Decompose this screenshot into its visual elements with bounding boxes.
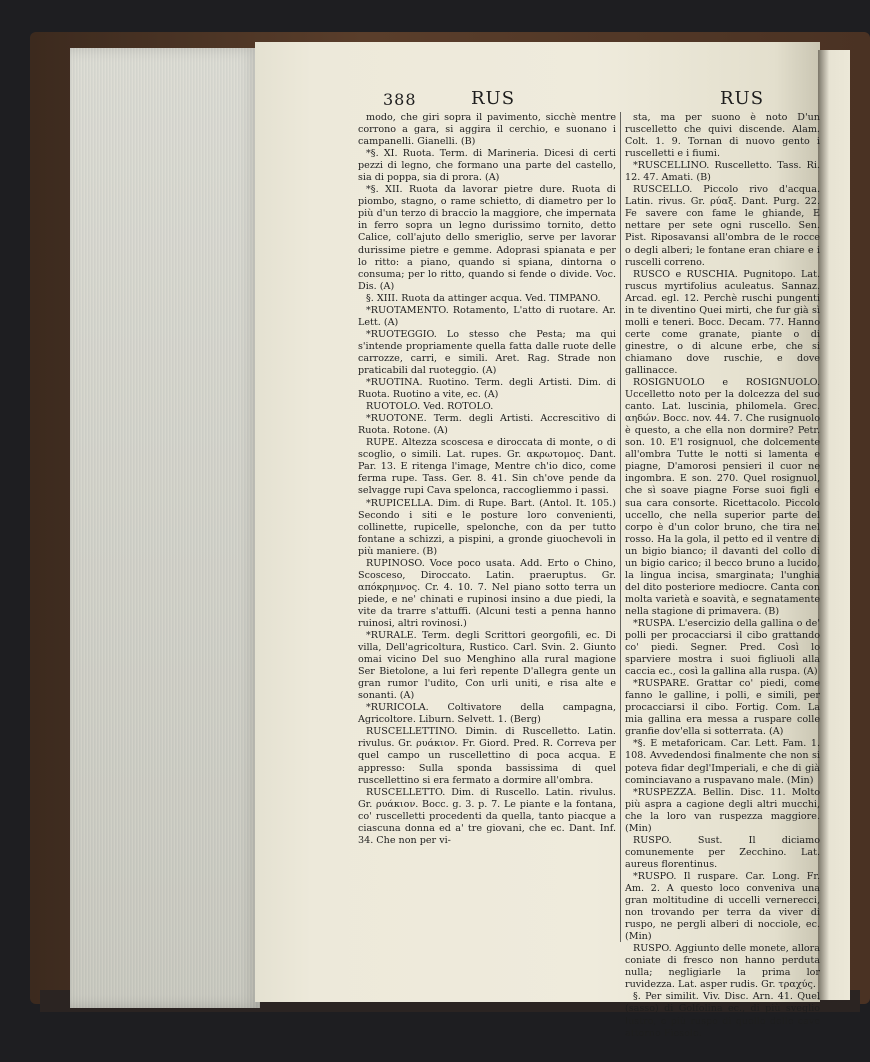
dictionary-entry: *RUOTONE. Term. degli Artisti. Accrescitivo di Ruota. Rotone. (A) xyxy=(358,413,616,437)
dictionary-column-left xyxy=(358,112,616,927)
dictionary-entry: *RUOTINA. Ruotino. Term. degli Artisti. Dim. di Ruota. Ruotino a vite, ec. (A) xyxy=(358,377,616,401)
dictionary-entry: *§. XII. Ruota da lavorar pietre dure. Ruota di piombo, stagno, o rame schietto, di diametro per lo più d'un terzo di braccio la maggiore, che impernata in ferro sopra un legno durissimo tornito, detto Calice, coll'ajuto dello smeriglio, serve per lavorar durissime pietre e gemme. Adoprasi spianata e per lo ritto: a piano, quando si spiana, dintorna o consuma; per lo ritto, quando si fende o divide. Voc. Dis. (A) xyxy=(358,184,616,292)
dictionary-entry: RUSCELLO. Piccolo rivo d'acqua. Latin. rivus. Gr. ρύαξ. Dant. Purg. 22. Fe savere con fame le ghiande, E nettare per sete ogni ruscello. Sen. Pist. Riposavansi all'ombra de le rocce o degli alberi; le fontane eran chiare e i ruscelli correno. xyxy=(625,184,820,268)
dictionary-entry: RUOTOLO. Ved. ROTOLO. xyxy=(366,401,494,413)
dictionary-entry: *RUSCELLINO. Ruscelletto. Tass. Ri. 12. 47. Amati. (B) xyxy=(625,160,820,184)
dictionary-entry: RUSPO. Sust. Il diciamo comunemente per Zecchino. Lat. aureus florentinus. xyxy=(625,834,820,870)
dictionary-entry: modo, che giri sopra il pavimento, sicchè mentre corrono a gara, si aggira il cerchio, e suonano i campanelli. Gianelli. (B) xyxy=(358,112,616,148)
dictionary-entry: RUPINOSO. Voce poco usata. Add. Erto o Chino, Scosceso, Diroccato. Latin. praeruptus. Gr. απόκρημνος. Cr. 4. 10. 7. Nel piano sotto terra un piede, e ne' chinati e rupinosi insino a due piedi, la vite da trarre s'attuffi. (Alcuni testi a penna hanno ruinosi, altri rovinosi.) xyxy=(358,557,616,629)
running-head-left: RUS xyxy=(471,88,516,109)
dictionary-entry: *RUSPARE. Grattar co' piedi, come fanno le galline, i polli, e simili, per procacciarsi il cibo. Fortig. Com. La mia gallina era messa a ruspare colle granfie dov'ella si sotterrata. (A) xyxy=(625,678,820,738)
dictionary-entry: RUPE. Altezza scoscesa e diroccata di monte, o di scoglio, o simili. Lat. rupes. Gr. ακρωτομος. Dant. Par. 13. E ritenga l'image, Mentre ch'io dico, come ferma rupe. Tass. Ger. 8. 41. Sin ch'ove pende da selvagge rupi Cava spelonca, raccogliemmo i passi. xyxy=(358,437,616,497)
dictionary-entry: *RUPICELLA. Dim. di Rupe. Bart. (Antol. It. 105.) Secondo i siti e le posture loro convenienti, collinette, rupicelle, spelonche, con da per tutto fontane a schizzi, a pispini, a gronde giuochevoli in più maniere. (B) xyxy=(358,497,616,557)
page-number: 388 xyxy=(383,90,417,109)
dictionary-entry: RUSCO e RUSCHIA. Pugnitopo. Lat. ruscus myrtifolius aculeatus. Sannaz. Arcad. egl. 12. Perchè ruschi pungenti in te diventino Quei mirti, che fur già sì molli e teneri. Bocc. Decam. 77. Hanno certe come granate, piante o di ginestre, o di alcune erbe, che si chiamano dove ruschie, e dove gallinacce. xyxy=(625,268,820,376)
dictionary-entry: *§. XI. Ruota. Term. di Marineria. Dicesi di certi pezzi di legno, che formano una parte del castello, sia di poppa, sia di prora. (A) xyxy=(358,148,616,184)
dictionary-entry: §. Per similit. Viv. Disc. Arn. 41. Quel (sasso) di Golfolina ec., di più sveglio lustro, e più ruspo di quello delle cave attorno Fiesole. xyxy=(625,991,820,1039)
dictionary-column-right xyxy=(625,112,820,1039)
page-block-edges xyxy=(70,48,260,1008)
dictionary-entry: *RUSPO. Il ruspare. Car. Long. Fr. Am. 2. A questo loco conveniva una gran moltitudine di uccelli vernerecci, non trovando per terra da viver di ruspo, ne pergli alberi di nocciole, ec. (Min) xyxy=(625,870,820,943)
column-divider xyxy=(620,112,621,942)
dictionary-entry: *RUOTAMENTO. Rotamento, L'atto di ruotare. Ar. Lett. (A) xyxy=(358,304,616,328)
dictionary-entry: *RUOTEGGIO. Lo stesso che Pesta; ma qui s'intende propriamente quella fatta dalle ruote delle carrozze, carri, e simili. Aret. Rag. Strade non praticabili dal ruoteggio. (A) xyxy=(358,328,616,376)
dictionary-entry: *§. E metaforicam. Car. Lett. Fam. 1. 108. Avvedendosi finalmente che non si poteva fidar degl'Imperiali, e che di già cominciavano a ruspavano male. (Min) xyxy=(625,738,820,786)
dictionary-entry: *RUSPA. L'esercizio della gallina o de' polli per procacciarsi il cibo grattando co' piedi. Segner. Pred. Così lo sparviere mostra i suoi figliuoli alla caccia ec., così la gallina alla ruspa. (A) xyxy=(625,617,820,678)
dictionary-entry: RUSCELLETTO. Dim. di Ruscello. Latin. rivulus. Gr. ρυάκιον. Bocc. g. 3. p. 7. Le piante e la fontana, co' ruscelletti procedenti da quella, tanto piacque a ciascuna donna ed a' tre giovani, che ec. Dant. Inf. 34. Che non per vi- xyxy=(358,786,616,846)
running-head-right: RUS xyxy=(720,88,765,109)
dictionary-entry: RUSCELLETTINO. Dimin. di Ruscelletto. Latin. rivulus. Gr. ρυάκιον. Fr. Giord. Pred. R. Correva per quel campo un ruscellettino di poca acqua. E appresso: Sulla sponda bassissima di quel ruscellettino si era fermato a dormire all'ombra. xyxy=(358,726,616,786)
adjacent-page-edge xyxy=(818,50,850,1000)
dictionary-entry: *RURALE. Term. degli Scrittori georgofili, ec. Di villa, Dell'agricoltura, Rustico. Carl. Svin. 2. Giunto omai vicino Del suo Menghino alla rural magione Ser Bietolone, a lui ferì repente D'allegra gente un gran rumor l'udito, Con urli uniti, e risa alte e sonanti. (A) xyxy=(358,630,616,702)
dictionary-entry: *RUSPEZZA. Bellin. Disc. 11. Molto più aspra a cagione degli altri mucchi, che la loro van ruspezza maggiore. (Min) xyxy=(625,786,820,834)
dictionary-entry: sta, ma per suono è noto D'un ruscelletto che quivi discende. Alam. Colt. 1. 9. Tornan di nuovo gento i ruscelletti e i fiumi. xyxy=(625,112,820,160)
dictionary-entry: *RURICOLA. Coltivatore della campagna, Agricoltore. Liburn. Selvett. 1. (Berg) xyxy=(358,702,616,726)
dictionary-entry: RUSPO. Aggiunto delle monete, allora coniate di fresco non hanno perduta nulla; negligiarle la prima lor ruvidezza. Lat. asper rudis. Gr. τραχύς. xyxy=(625,943,820,991)
dictionary-entry: §. XIII. Ruota da attinger acqua. Ved. TIMPANO. xyxy=(366,292,601,304)
dictionary-entry: ROSIGNUOLO e ROSIGNUOLO. Uccelletto noto per la dolcezza del suo canto. Lat. luscinia, philomela. Grec. αηδών. Bocc. nov. 44. 7. Che rusignuolo è questo, a che ella non dormire? Petr. son. 10. E'l rosignuol, che dolcemente all'ombra Tutte le notti si lamenta e piagne, D'amorosi pensieri il cuor ne ingombra. E son. 270. Quel rosignuol, che sì soave piagne Forse suoi figli e sua cara consorte. Ricettacolo. Piccolo uccello, che nella superior parte del corpo è d'un color bruno, che tira nel rosso. Ha la gola, il petto ed il ventre di un bigio bianco; il davanti del collo di un bigio carico; il becco bruno a lucido, la lingua incisa, smarginata; l'unghia del dito posteriore mediocre. Canta con molta varietà e soavità, e segnatamente nella stagione di primavera. (B) xyxy=(625,377,820,617)
